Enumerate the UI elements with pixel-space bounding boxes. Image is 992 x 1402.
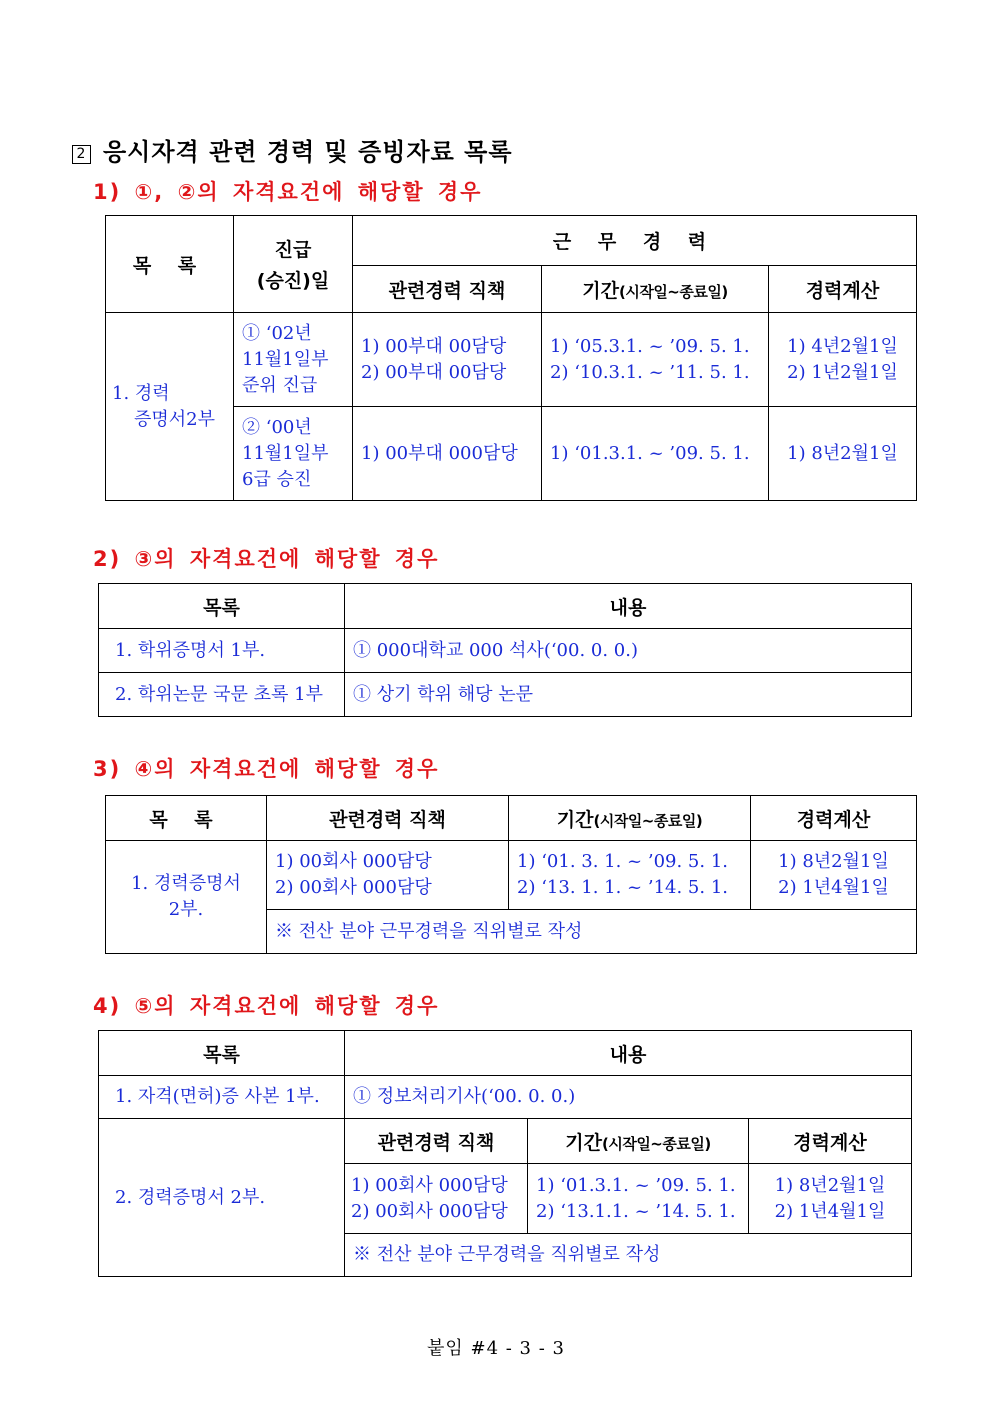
page-title [72, 132, 513, 167]
header-calc: 경력계산 [769, 266, 917, 313]
content-cell: ① 정보처리기사(‘00. 0. 0.) [345, 1076, 912, 1119]
duty-cell: 1) 00부대 00담당 2) 00부대 00담당 [353, 313, 542, 407]
period-cell: 1) ‘01.3.1. ~ ’09. 5. 1. [542, 407, 769, 501]
page-title-text: 응시자격 관련 경력 및 증빙자료 목록 [103, 138, 513, 166]
header-period: 기간(시작일~종료일) [528, 1119, 749, 1164]
section-number-box: 2 [72, 145, 91, 164]
calc-cell: 1) 4년2월1일 2) 1년2월1일 [769, 313, 917, 407]
header-list: 목 록 [106, 216, 234, 313]
header-content: 내용 [345, 584, 912, 629]
note-cell: ※ 전산 분야 근무경력을 직위별로 작성 [267, 910, 917, 954]
section2-title: 2) ③의 자격요건에 해당할 경우 [93, 547, 440, 571]
calc-cell: 1) 8년2월1일 2) 1년4월1일 [749, 1164, 912, 1234]
header-list: 목 록 [106, 796, 267, 841]
header-duty: 관련경력 직책 [345, 1119, 528, 1164]
header-promotion: 진급 (승진)일 [234, 216, 353, 313]
section3-title: 3) ④의 자격요건에 해당할 경우 [93, 757, 440, 781]
header-content: 내용 [345, 1031, 912, 1076]
section2-table [98, 583, 912, 717]
duty-cell: 1) 00회사 000담당 2) 00회사 000담당 [345, 1164, 528, 1234]
header-career: 근 무 경 력 [353, 216, 917, 266]
content-cell: ① 상기 학위 해당 논문 [345, 673, 912, 717]
duty-cell: 1) 00부대 000담당 [353, 407, 542, 501]
section4-title: 4) ⑤의 자격요건에 해당할 경우 [93, 994, 440, 1018]
list-cell: 1. 학위증명서 1부. [99, 629, 345, 673]
duty-cell: 1) 00회사 000담당 2) 00회사 000담당 [267, 841, 509, 910]
header-duty: 관련경력 직책 [353, 266, 542, 313]
list-cell: 1. 자격(면허)증 사본 1부. [99, 1076, 345, 1119]
header-period: 기간(시작일~종료일) [542, 266, 769, 313]
period-cell: 1) ‘01. 3. 1. ~ ’09. 5. 1. 2) ‘13. 1. 1. ~ ’14. 5. 1. [509, 841, 751, 910]
calc-cell: 1) 8년2월1일 2) 1년4월1일 [751, 841, 917, 910]
note-cell: ※ 전산 분야 근무경력을 직위별로 작성 [345, 1234, 912, 1277]
content-cell: ① 000대학교 000 석사(‘00. 0. 0.) [345, 629, 912, 673]
page-footer: 붙임 #4 - 3 - 3 [427, 1338, 565, 1359]
header-calc: 경력계산 [749, 1119, 912, 1164]
promotion-cell: ① ‘02년 11월1일부 준위 진급 [234, 313, 353, 407]
section4-table [98, 1030, 912, 1277]
promotion-cell: ② ‘00년 11월1일부 6급 승진 [234, 407, 353, 501]
list-cell: 1. 경력증명서 2부. [106, 841, 267, 954]
header-list: 목록 [99, 1031, 345, 1076]
period-cell: 1) ‘05.3.1. ~ ’09. 5. 1. 2) ‘10.3.1. ~ ’11. 5. 1. [542, 313, 769, 407]
section3-table [105, 795, 917, 954]
list-cell: 2. 경력증명서 2부. [99, 1119, 345, 1277]
section1-table [105, 215, 917, 501]
header-duty: 관련경력 직책 [267, 796, 509, 841]
header-list: 목록 [99, 584, 345, 629]
section1-title: 1) ①, ②의 자격요건에 해당할 경우 [93, 180, 483, 204]
calc-cell: 1) 8년2월1일 [769, 407, 917, 501]
header-period: 기간(시작일~종료일) [509, 796, 751, 841]
list-cell: 1. 경력 증명서2부 [106, 313, 234, 501]
period-cell: 1) ‘01.3.1. ~ ’09. 5. 1. 2) ‘13.1.1. ~ ’14. 5. 1. [528, 1164, 749, 1234]
header-calc: 경력계산 [751, 796, 917, 841]
list-cell: 2. 학위논문 국문 초록 1부 [99, 673, 345, 717]
